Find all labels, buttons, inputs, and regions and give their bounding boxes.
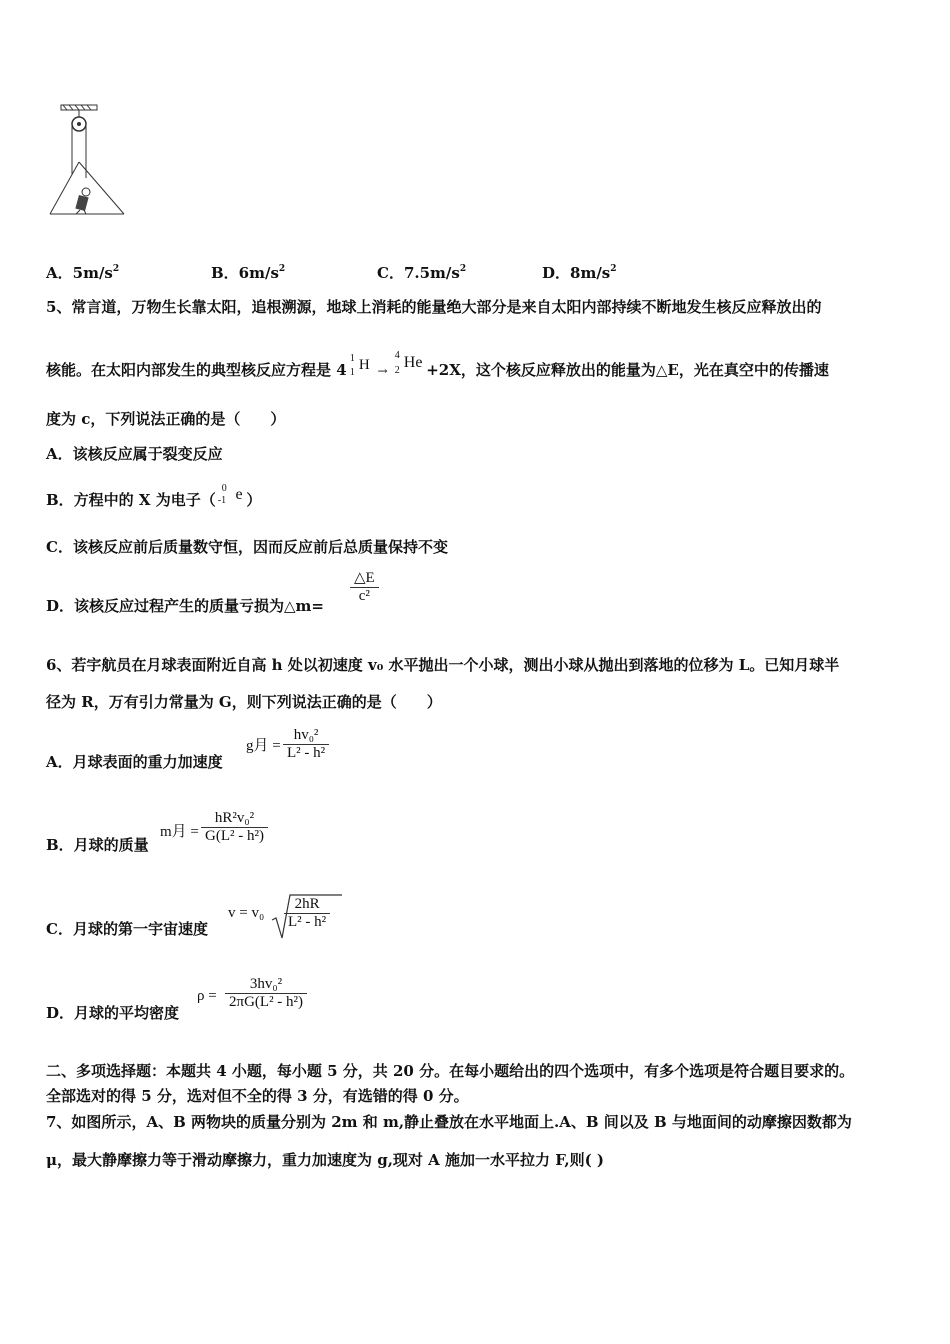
q4-option-c[interactable]: C．$7.5m/s^2$ [377, 264, 467, 282]
pulley-figure [44, 100, 128, 220]
q6-b-lhs: m月 = [160, 824, 199, 840]
q6-option-d[interactable]: D．月球的平均密度 [46, 1004, 180, 1022]
section2-heading-line2: 全部选对的得 5 分，选对但不全的得 3 分，有选错的得 0 分。 [46, 1087, 469, 1105]
q5-stem-line3: 度为 c，下列说法正确的是（ ） [46, 410, 286, 428]
q6-option-c[interactable]: C．月球的第一宇宙速度 [46, 920, 208, 938]
q7-stem-line2: μ，最大静摩擦力等于滑动摩擦力，重力加速度为 g,现对 A 施加一水平拉力 F,则( ) [46, 1151, 604, 1169]
q5-d-fraction: △E c² [350, 568, 379, 605]
q4-option-a[interactable]: A．$5m/s^2$ [46, 264, 120, 282]
q5-option-b[interactable]: B．方程中的 X 为电子（ 0 -1 e ） [46, 483, 262, 509]
person-on-platform-icon [75, 188, 90, 214]
q6-a-lhs: g月 = [246, 738, 281, 754]
q6-option-a[interactable]: A．月球表面的重力加速度 [46, 753, 223, 771]
q6-d-fraction: 3hv₀² 2πG(L² - h²) [225, 976, 307, 1011]
q6-stem-line2: 径为 R，万有引力常量为 G，则下列说法正确的是（ ） [46, 693, 442, 711]
q6-c-lhs: v = v₀ [228, 905, 265, 921]
q5-option-d[interactable]: D．该核反应过程产生的质量亏损为△m= [46, 597, 324, 615]
q6-b-fraction: hR²v₀² G(L² - h²) [201, 810, 268, 845]
q6-c-fraction: 2hR L² - h² [284, 896, 330, 931]
q7-stem-line1: 7、如图所示，A、B 两物块的质量分别为 2m 和 m,静止叠放在水平地面上.A、B 间以及 B 与地面间的动摩擦因数都为 [46, 1113, 852, 1131]
q6-a-fraction: hv₀² L² - h² [283, 727, 329, 762]
q6-stem-line1: 6、若宇航员在月球表面附近自高 h 处以初速度 v₀ 水平抛出一个小球，测出小球从抛出到落地的位移为 L。已知月球半 [46, 656, 840, 674]
q6-option-b[interactable]: B．月球的质量 [46, 836, 149, 854]
q5-option-c[interactable]: C．该核反应前后质量数守恒，因而反应前后总质量保持不变 [46, 538, 448, 556]
q4-option-d[interactable]: D．$8m/s^2$ [542, 264, 617, 282]
q5-option-a[interactable]: A．该核反应属于裂变反应 [46, 445, 223, 463]
section2-heading-line1: 二、多项选择题：本题共 4 小题，每小题 5 分，共 20 分。在每小题给出的四个选项中，有多个选项是符合题目要求的。 [46, 1062, 855, 1080]
q5-stem-line2: 核能。在太阳内部发生的典型核反应方程是 4 1 1 H → 4 2 He +2X，这个核反应释放出的能量为△E，光在真空中的传播速 [46, 350, 829, 379]
q5-stem-line1: 5、常言道，万物生长靠太阳，追根溯源，地球上消耗的能量绝大部分是来自太阳内部持续不断地发生核反应释放出的 [46, 298, 822, 316]
q4-option-b[interactable]: B．$6m/s^2$ [211, 264, 286, 282]
q6-d-lhs: ρ = [197, 988, 217, 1004]
